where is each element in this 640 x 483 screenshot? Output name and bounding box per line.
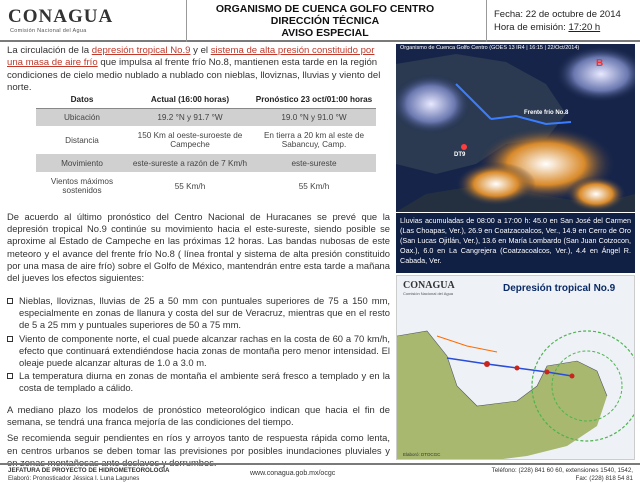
intro-text: y el xyxy=(190,45,211,56)
logo-text: CONAGUA xyxy=(8,6,114,27)
footer-author xyxy=(8,467,169,483)
intro-text: La circulación de la xyxy=(7,45,92,56)
depression-label: DT9 xyxy=(454,152,466,158)
high-pressure-label: B xyxy=(596,58,604,69)
intro-depression-link: depresión tropical No.9 xyxy=(91,45,191,56)
bullet-square-icon xyxy=(7,298,13,304)
report-footer xyxy=(0,463,640,482)
table-header: Pronóstico 23 oct/01:00 horas xyxy=(252,92,376,108)
footer-website-link[interactable]: www.conagua.gob.mx/ocgc xyxy=(250,470,336,477)
title-direccion: DIRECCIÓN TÉCNICA xyxy=(270,15,380,27)
table-cell: 55 Km/h xyxy=(298,181,330,191)
table-cell: este-sureste a razón de 7 Km/h xyxy=(128,154,252,172)
header-divider xyxy=(186,0,187,42)
table-cell: 150 Km al oeste-suroeste de Campeche xyxy=(137,131,243,149)
footer-forecaster: Elaboró: Pronosticador Jéssica I. Luna Lagunes xyxy=(8,475,140,482)
table-header: Datos xyxy=(36,92,128,108)
bullet-square-icon xyxy=(7,373,13,379)
table-cell: 19.2 °N y 91.7 °W xyxy=(128,108,252,126)
table-row xyxy=(36,154,376,172)
list-item xyxy=(7,295,390,332)
recommendation-paragraph: Se recomienda seguir pendientes en ríos y arroyos tanto de respuesta rápida como lenta, en centros urbanos se deben tomar las previsiones por posibles inundaciones pluviales y en zonas montañosas ante deslaves y derrumbes. xyxy=(7,432,390,468)
bullet-square-icon xyxy=(7,336,13,342)
satellite-imagery xyxy=(396,44,635,212)
list-item-text: Viento de componente norte, el cual puede alcanzar rachas en la costa de 60 a 70 km/h, efecto que continuará extendiéndose hacia zonas de montaña pero menor intensidad. El oleaje puede alcanzar alturas de 1.0 a 3.0 m. xyxy=(19,332,390,369)
map-credit: Elaboró: DTOCGC xyxy=(403,452,441,457)
track-map xyxy=(396,275,635,460)
table-cell: Vientos máximos sostenidos xyxy=(50,177,114,195)
header-date-block xyxy=(494,8,621,34)
title-organismo: ORGANISMO DE CUENCA GOLFO CENTRO xyxy=(215,3,435,15)
table-cell: este-sureste xyxy=(252,154,376,172)
emission-label: Hora de emisión: xyxy=(494,22,566,33)
table-header-row xyxy=(36,92,376,108)
table-row xyxy=(36,108,376,126)
forecast-paragraph: De acuerdo al último pronóstico del Centro Nacional de Huracanes se prevé que la depresión tropical No.9 continúe su movimiento hacia el este-sureste, siendo posible se aproxime al Estado de Campeche en las próximas 12 horas. Las bandas nubosas de este meteoro y el avance del frente frío No.8 ( línea frontal y sistema de alta presión constituido por una masa de aire frío) sobre el Golfo de México, mantendrán entre esta tarde a mañana del jueves los efectos siguientes: xyxy=(7,211,390,284)
header-divider xyxy=(486,0,487,42)
satellite-image xyxy=(396,44,635,212)
map-title: Depresión tropical No.9 xyxy=(503,283,616,294)
list-item-text: La temperatura diurna en zonas de montaña el ambiente será fresco a templado y en la costa de templado a cálido. xyxy=(19,370,390,394)
emission-time: 17:20 h xyxy=(568,22,601,33)
accumulated-rain-box: Lluvias acumuladas de 08:00 a 17:00 h: 45.0 en San José del Carmen (Las Choapas, Ver.), 26.9 en Coatzacoalcos, Ver., 14.9 en Cerro de Oro (San Lucas Ojitlán, Ver.), 13.6 en María Lombardo (San Juan Cotzocon, Oax.), 6.0 en La Cangrejera (Coatzacoalcos, Ver.), 4.4 en Ángel R. Cabada, Ver. xyxy=(396,213,635,273)
table-cell: 19.0 °N y 91.0 °W xyxy=(252,108,376,126)
front-label: Frente frío No.8 xyxy=(524,110,569,116)
footer-phone: Teléfono: (228) 841 60 60, extensiones 1540, 1542, xyxy=(491,467,633,474)
emission-time-row xyxy=(494,21,621,34)
conagua-logo xyxy=(8,6,128,36)
footer-fax: Fax: (228) 818 54 81 xyxy=(575,475,633,482)
table-cell: Ubicación xyxy=(36,108,128,126)
intro-text: que impulsa al frente frío No.8, mantienen esta tarde en la región condiciones de cielo medio nublado a nublado con nieblas, lloviznas, lluvias y viento del norte. xyxy=(7,57,381,94)
table-cell: Distancia xyxy=(65,135,99,145)
header-title xyxy=(200,3,450,39)
outlook-section xyxy=(7,404,390,469)
table-row xyxy=(36,126,376,154)
table-cell: Movimiento xyxy=(36,154,128,172)
title-aviso: AVISO ESPECIAL xyxy=(281,27,369,39)
table-row xyxy=(36,172,376,200)
satellite-caption: Organismo de Cuenca Golfo Centro (GOES 13 IR4 | 16:15 | 22/Oct/2014) xyxy=(400,45,580,51)
intro-paragraph xyxy=(7,45,390,95)
table-cell: En tierra a 20 km al este de Sabancuy, Camp. xyxy=(263,131,365,149)
table-cell: 55 Km/h xyxy=(174,181,206,191)
outlook-paragraph: A mediano plazo los modelos de pronóstico meteorológico indican que hacia el fin de semana, se tendrá una franca mejoría de las condiciones del tiempo. xyxy=(7,404,390,428)
map-logo-subtitle: Comisión Nacional del Agua xyxy=(403,291,454,296)
footer-contact xyxy=(478,467,633,483)
footer-department: JEFATURA DE PROYECTO DE HIDROMETEOROLOGÍA xyxy=(8,467,170,474)
map-graphic xyxy=(397,276,635,460)
table-header: Actual (16:00 horas) xyxy=(128,92,252,108)
effects-list xyxy=(7,295,390,396)
list-item xyxy=(7,333,390,370)
depression-data-table xyxy=(36,92,376,200)
list-item xyxy=(7,370,390,394)
report-date: Fecha: 22 de octubre de 2014 xyxy=(494,9,621,20)
map-logo: CONAGUA xyxy=(403,280,455,291)
logo-subtitle: Comisión Nacional del Agua xyxy=(10,28,87,34)
report-header xyxy=(0,0,640,42)
intro-high-pressure: sistema de alta presión constituido por una masa de aire frío xyxy=(7,45,375,69)
list-item-text: Nieblas, lloviznas, lluvias de 25 a 50 mm con puntuales superiores de 75 a 150 mm, especialmente en zonas de llanura y costa del sur de Veracruz, mientras que en el resto de 5 a 25 mm y puntuales superiores de 50 a 75 mm. xyxy=(19,295,390,331)
